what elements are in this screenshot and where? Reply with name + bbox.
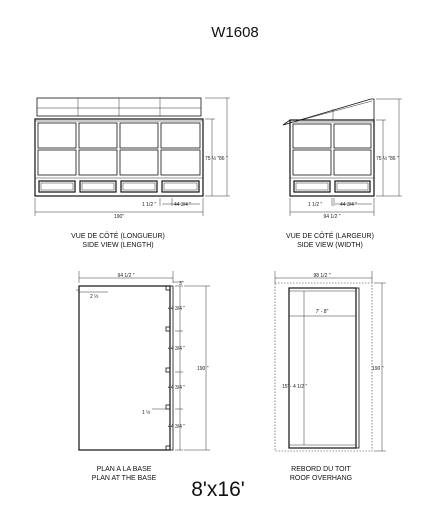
dim-total-width: 94 1/2 " xyxy=(323,214,341,220)
model-code: W1608 xyxy=(211,24,259,41)
dim-corner: 3" xyxy=(179,281,184,287)
dim-panel-1: 44 3/4 " xyxy=(168,306,186,312)
side-view-length xyxy=(35,98,230,249)
dim-post-bottom: 1 ½ xyxy=(142,410,151,416)
dim-panel-height: 75 ½ " xyxy=(376,156,391,162)
caption-fr: PLAN A LA BASE xyxy=(96,466,152,473)
dim-width: 98 1/2 " xyxy=(313,273,331,279)
wall-frame xyxy=(290,120,374,196)
dim-total-height: 86 " xyxy=(390,156,399,162)
roof-overhang xyxy=(275,271,386,482)
dim-panel-3: 44 3/4 " xyxy=(168,385,186,391)
caption-fr: VUE DE CÔTÉ (LONGUEUR) xyxy=(71,233,165,240)
kick-panels xyxy=(294,181,370,192)
dim-post-top: 2 ½ xyxy=(90,294,99,300)
dim-depth: 7' - 8" xyxy=(315,309,329,315)
wall-panels xyxy=(293,124,371,175)
dim-length: 190 " xyxy=(372,366,384,372)
side-view-width xyxy=(283,99,402,249)
dim-total-height: 86 " xyxy=(219,156,228,162)
kick-panels xyxy=(39,181,199,192)
wall-panels xyxy=(38,123,200,175)
dim-panel: 44 3/4 " xyxy=(174,202,192,208)
dim-panel-4: 44 3/4 " xyxy=(168,424,186,430)
dim-length-ft: 15' - 4 1/2 " xyxy=(282,384,308,390)
caption-en: SIDE VIEW (LENGTH) xyxy=(82,242,154,249)
size-label: 8'x16' xyxy=(191,478,245,501)
caption-en: PLAN AT THE BASE xyxy=(91,475,157,482)
caption-en: ROOF OVERHANG xyxy=(289,475,353,482)
dim-panel-2: 44 3/4 " xyxy=(168,346,186,352)
dim-length: 190 " xyxy=(197,366,209,372)
dim-panel: 44 3/4 " xyxy=(340,202,358,208)
caption-en: SIDE VIEW (WIDTH) xyxy=(297,242,363,249)
base-outline xyxy=(79,286,170,450)
caption-fr: REBORD DU TOIT xyxy=(291,466,351,473)
dim-post: 1 1/2 " xyxy=(142,202,157,208)
wall-frame xyxy=(35,119,203,196)
plan-at-base xyxy=(76,271,210,482)
dim-post: 1 1/2 " xyxy=(308,202,323,208)
dim-total-width: 190" xyxy=(113,214,125,220)
dim-width: 94 1/2 " xyxy=(117,273,135,279)
caption-fr: VUE DE CÔTÉ (LARGEUR) xyxy=(286,233,374,240)
dim-panel-height: 75 ½ " xyxy=(205,156,220,162)
